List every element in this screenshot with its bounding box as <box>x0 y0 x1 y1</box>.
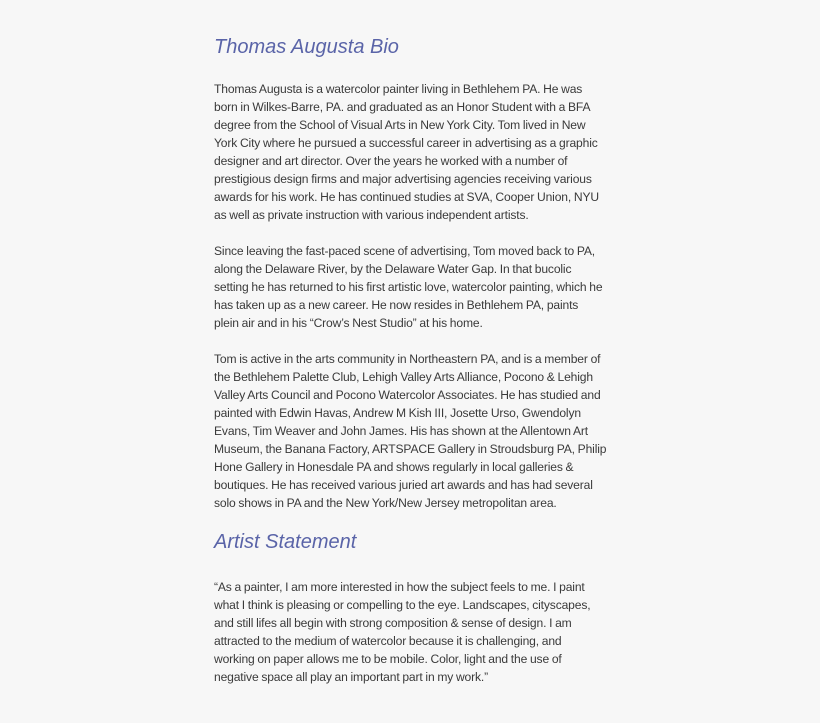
paragraph-line: degree from the School of Visual Arts in New York City. Tom lived in New <box>214 118 586 132</box>
artist-statement-paragraph <box>214 578 590 686</box>
paragraph-line: prestigious design firms and major advertising agencies receiving various <box>214 172 592 186</box>
paragraph-line: solo shows in PA and the New York/New Jersey metropolitan area. <box>214 496 557 510</box>
paragraph-line: and still lifes all begin with strong composition & sense of design. I am <box>214 616 572 630</box>
paragraph-line: plein air and in his “Crow’s Nest Studio” at his home. <box>214 316 483 330</box>
paragraph-line: Valley Arts Council and Pocono Watercolor Associates. He has studied and <box>214 388 601 402</box>
bio-paragraph-1 <box>214 80 599 224</box>
paragraph-line: boutiques. He has received various juried art awards and has had several <box>214 478 593 492</box>
paragraph-line: the Bethlehem Palette Club, Lehigh Valley Arts Alliance, Pocono & Lehigh <box>214 370 593 384</box>
paragraph-line: Hone Gallery in Honesdale PA and shows regularly in local galleries & <box>214 460 574 474</box>
paragraph-line: along the Delaware River, by the Delaware Water Gap. In that bucolic <box>214 262 572 276</box>
paragraph-line: painted with Edwin Havas, Andrew M Kish III, Josette Urso, Gwendolyn <box>214 406 581 420</box>
paragraph-line: negative space all play an important part in my work.” <box>214 670 488 684</box>
paragraph-line: York City where he pursued a successful career in advertising as a graphic <box>214 136 598 150</box>
paragraph-line: Since leaving the fast-paced scene of advertising, Tom moved back to PA, <box>214 244 595 258</box>
paragraph-line: Museum, the Banana Factory, ARTSPACE Gallery in Stroudsburg PA, Philip <box>214 442 607 456</box>
paragraph-line: Evans, Tim Weaver and John James. His has shown at the Allentown Art <box>214 424 588 438</box>
paragraph-line: awards for his work. He has continued studies at SVA, Cooper Union, NYU <box>214 190 599 204</box>
paragraph-line: designer and art director. Over the years he worked with a number of <box>214 154 568 168</box>
bio-paragraph-3 <box>214 350 606 512</box>
paragraph-line: setting he has returned to his first artistic love, watercolor painting, which he <box>214 280 603 294</box>
paragraph-line: “As a painter, I am more interested in how the subject feels to me. I paint <box>214 580 585 594</box>
paragraph-line: attracted to the medium of watercolor because it is challenging, and <box>214 634 562 648</box>
bio-paragraph-2 <box>214 242 602 332</box>
paragraph-line: what I think is pleasing or compelling to the eye. Landscapes, cityscapes, <box>214 598 591 612</box>
paragraph-line: Tom is active in the arts community in Northeastern PA, and is a member of <box>214 352 601 366</box>
paragraph-line: as well as private instruction with various independent artists. <box>214 208 529 222</box>
bio-heading: Thomas Augusta Bio <box>214 36 399 58</box>
paragraph-line: working on paper allows me to be mobile. Color, light and the use of <box>214 652 562 666</box>
artist-statement-heading: Artist Statement <box>214 531 357 553</box>
paragraph-line: born in Wilkes-Barre, PA. and graduated as an Honor Student with a BFA <box>214 100 591 114</box>
paragraph-line: has taken up as a new career. He now resides in Bethlehem PA, paints <box>214 298 579 312</box>
paragraph-line: Thomas Augusta is a watercolor painter living in Bethlehem PA. He was <box>214 82 583 96</box>
